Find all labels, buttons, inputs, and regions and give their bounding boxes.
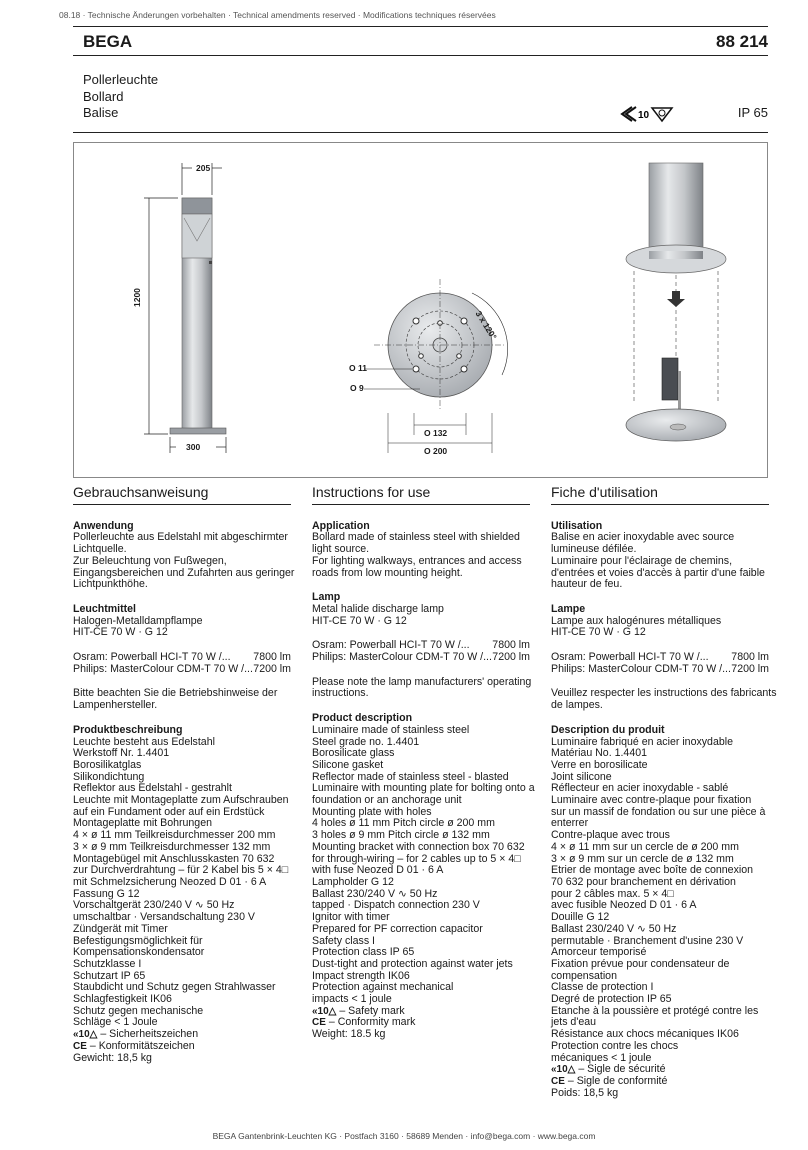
product-text <box>312 723 535 1006</box>
text-line: Fixation prévue pour condensateur de <box>551 957 730 970</box>
lamp-name: Osram: Powerball HCI-T 70 W /... <box>312 640 470 652</box>
conformity-mark-text: – Conformity mark <box>328 1016 416 1029</box>
lamp-table <box>312 640 530 663</box>
lamp-text <box>551 616 769 639</box>
dim-base-width: 300 <box>186 442 201 452</box>
text-line: Staubdicht und Schutz gegen Strahlwasser <box>73 981 276 994</box>
lamp-row <box>551 664 769 676</box>
lamp-lumen: 7200 lm <box>731 662 769 675</box>
conformity-mark-line <box>551 1076 769 1088</box>
lamp-row <box>312 652 530 664</box>
safety-mark-text: – Sigle de sécurité <box>578 1063 666 1076</box>
text-line: avec fusible Neozed D 01 · 6 A <box>551 899 697 912</box>
text-line: 4 × ø 11 mm Teilkreisdurchmesser 200 mm <box>73 829 276 842</box>
mounting-plate-top-view <box>364 279 508 453</box>
application-text <box>312 532 530 579</box>
text-line: hauteur de feu. <box>551 578 623 591</box>
text-line: Zur Beleuchtung von Fußwegen, <box>73 554 227 567</box>
product-text <box>73 737 291 1030</box>
text-line: jets d'eau <box>551 1016 597 1029</box>
safety-mark-text: – Sicherheitszeichen <box>100 1028 199 1041</box>
section-heading: Anwendung <box>73 519 134 532</box>
lamp-name: Osram: Powerball HCI-T 70 W /... <box>551 652 709 664</box>
lamp-table <box>551 652 769 675</box>
product-section <box>312 712 535 1041</box>
text-line: HIT-CE 70 W · G 12 <box>312 614 407 627</box>
text-line: Silikondichtung <box>73 770 145 783</box>
column-de <box>73 484 295 1064</box>
text-line: pour 2 câbles max. 5 × 4□ <box>551 887 674 900</box>
footer-address: BEGA Gantenbrink-Leuchten KG · Postfach 3160 · 58689 Menden · info@bega.com · www.bega.com <box>212 1131 596 1141</box>
text-line: de lampes. <box>551 699 603 712</box>
lamp-row <box>551 652 769 664</box>
ce-mark-icon: CE <box>312 1017 326 1029</box>
product-names <box>83 72 158 122</box>
text-line: Montagebügel mit Anschlusskasten 70 632 <box>73 852 275 865</box>
text-line: Luminaire pour l'éclairage de chemins, <box>551 554 733 567</box>
dim-height: 1200 <box>132 288 142 307</box>
text-line: Balise en acier inoxydable avec source <box>551 531 735 544</box>
text-line: lumineuse défilée. <box>551 543 637 556</box>
text-line: Montageplatte mit Bohrungen <box>73 817 212 830</box>
article-number: 88 214 <box>716 32 768 51</box>
text-line: Ignitor with timer <box>312 911 390 924</box>
text-line: Etrier de montage avec boîte de connexion <box>551 864 754 877</box>
text-line: Dust-tight and protection against water jets <box>312 957 513 970</box>
text-line: Halogen-Metalldampflampe <box>73 614 203 627</box>
lamp-lumen: 7800 lm <box>731 651 769 664</box>
hole-large-label: O 11 <box>349 363 367 373</box>
weight: Weight: 18.5 kg <box>312 1028 386 1041</box>
text-line: instructions. <box>312 687 369 700</box>
ce-mark-icon: CE <box>73 1040 87 1052</box>
weight: Gewicht: 18,5 kg <box>73 1051 152 1064</box>
lamp-note <box>73 688 291 711</box>
product-name-de: Pollerleuchte <box>83 72 159 87</box>
technical-drawing <box>73 142 768 478</box>
text-line: Zündgerät mit Timer <box>73 922 168 935</box>
text-line: sur un massif de fondation ou sur une pièce à <box>551 805 766 818</box>
text-line: Protection against mechanical <box>312 981 454 994</box>
product-name-fr: Balise <box>83 105 119 120</box>
lamp-lumen: 7800 lm <box>492 639 530 652</box>
text-line: enterrer <box>551 817 589 830</box>
installation-view <box>626 163 726 441</box>
section-heading: Lamp <box>312 591 341 604</box>
section-heading: Description du produit <box>551 723 665 736</box>
text-line: umschaltbar · Versandschaltung 230 V <box>73 911 255 924</box>
text-line: Résistance aux chocs mécaniques IK06 <box>551 1028 739 1041</box>
column-fr <box>551 484 777 1099</box>
text-line: impacts < 1 joule <box>312 993 392 1006</box>
text-line: HIT-CE 70 W · G 12 <box>551 626 646 639</box>
ip-rating: IP 65 <box>737 105 768 120</box>
text-line: light source. <box>312 543 370 556</box>
section-heading: Produktbeschreibung <box>73 723 183 736</box>
enec-mark-icon <box>622 107 650 121</box>
safety-mark-text: – Safety mark <box>339 1004 405 1017</box>
lamp-lumen: 7200 lm <box>492 651 530 664</box>
application-text <box>551 532 769 591</box>
text-line: Schutzart IP 65 <box>73 969 146 982</box>
text-line: foundation or an anchorage unit <box>312 794 462 807</box>
text-line: Lichtpunkthöhe. <box>73 578 148 591</box>
text-line: Luminaire made of stainless steel <box>312 723 470 736</box>
lamp-row <box>73 652 291 664</box>
text-line: Kompensationskondensator <box>73 946 205 959</box>
weight: Poids: 18,5 kg <box>551 1086 619 1099</box>
text-line: Degré de protection IP 65 <box>551 993 672 1006</box>
cert-marks <box>618 104 678 129</box>
enec-mark-icon: «10△ <box>312 1005 337 1017</box>
application-section <box>312 521 530 580</box>
section-heading: Product description <box>312 712 413 725</box>
lamp-section <box>551 604 769 639</box>
column-title: Fiche d'utilisation <box>551 487 769 505</box>
section-heading: Leuchtmittel <box>73 602 136 615</box>
application-section <box>73 519 295 591</box>
conformity-mark-line <box>73 1041 291 1053</box>
lamp-section <box>312 592 530 627</box>
text-line: Befestigungsmöglichkeit für <box>73 934 203 947</box>
text-line: Reflektor aus Edelstahl - gestrahlt <box>73 782 232 795</box>
text-line: roads from low mounting height. <box>312 566 463 579</box>
text-line: Luminaire avec contre-plaque pour fixation <box>551 794 752 807</box>
text-line: Classe de protection I <box>551 981 654 994</box>
text-line: Borosilicate glass <box>312 747 395 760</box>
text-line: Bollard made of stainless steel with shielded <box>312 531 520 544</box>
text-line: Contre-plaque avec trous <box>551 829 670 842</box>
section-heading: Utilisation <box>551 519 603 532</box>
bollard-side-view <box>170 198 226 434</box>
text-line: Werkstoff Nr. 1.4401 <box>73 747 170 760</box>
text-line: Bitte beachten Sie die Betriebshinweise der <box>73 687 278 700</box>
column-title: Instructions for use <box>312 487 530 505</box>
text-line: Reflector made of stainless steel - blasted <box>312 770 509 783</box>
text-line: Réflecteur en acier inoxydable - sablé <box>551 782 729 795</box>
arrow-down-icon <box>667 291 685 307</box>
text-line: mit Schmelzsicherung Neozed D 01 · 6 A <box>73 875 267 888</box>
text-line: Verre en borosilicate <box>551 758 648 771</box>
ce-mark-icon: CE <box>551 1075 565 1087</box>
text-line: 3 × ø 9 mm Teilkreisdurchmesser 132 mm <box>73 840 271 853</box>
lamp-name: Osram: Powerball HCI-T 70 W /... <box>73 652 231 664</box>
lamp-table <box>73 652 291 675</box>
text-line: Leuchte mit Montageplatte zum Aufschrauben <box>73 794 289 807</box>
text-line: with fuse Neozed D 01 · 6 A <box>312 864 444 877</box>
lamp-lumen: 7800 lm <box>253 651 291 664</box>
application-section <box>551 521 769 591</box>
text-line: 70 632 pour branchement en dérivation <box>551 875 736 888</box>
lamp-name: Philips: MasterColour CDM-T 70 W /... <box>73 663 253 675</box>
product-text <box>551 737 769 1065</box>
vde-mark-icon <box>652 108 672 121</box>
text-line: Veuillez respecter les instructions des fabricants <box>551 687 777 700</box>
header-rule <box>73 26 768 27</box>
text-line: d'entrées et voies d'accès à partir d'une faible <box>551 566 765 579</box>
conformity-mark-text: – Konformitätszeichen <box>89 1039 195 1052</box>
product-section <box>551 725 769 1100</box>
text-line: Schutzklasse I <box>73 957 142 970</box>
text-line: Protection contre les chocs <box>551 1039 679 1052</box>
text-line: Steel grade no. 1.4401 <box>312 735 420 748</box>
text-line: Silicone gasket <box>312 758 384 771</box>
text-line: HIT-CE 70 W · G 12 <box>73 626 168 639</box>
text-line: Schlagfestigkeit IK06 <box>73 993 172 1006</box>
text-line: for through-wiring – for 2 cables up to 5 × 4□ <box>312 852 521 865</box>
dim-top-width: 205 <box>196 163 211 173</box>
lamp-name: Philips: MasterColour CDM-T 70 W /... <box>551 663 731 675</box>
title-rule <box>73 55 768 56</box>
text-line: zur Durchverdrahtung – für 2 Kabel bis 5 × 4□ <box>73 864 289 877</box>
column-en <box>312 484 535 1041</box>
text-line: Eingangsbereichen und Zufahrten aus geringer <box>73 566 295 579</box>
text-line: Impact strength IK06 <box>312 969 410 982</box>
names-rule <box>73 132 768 133</box>
brand-name: BEGA <box>83 32 133 51</box>
text-line: Mounting bracket with connection box 70 632 <box>312 840 525 853</box>
lamp-note <box>312 677 530 700</box>
text-line: Borosilikatglas <box>73 758 142 771</box>
text-line: Fassung G 12 <box>73 887 140 900</box>
text-line: Luminaire with mounting plate for bolting onto a <box>312 782 535 795</box>
product-name-en: Bollard <box>83 88 124 104</box>
pitch-small-label: O 132 <box>424 428 448 438</box>
text-line: Mounting plate with holes <box>312 805 432 818</box>
text-line: auf ein Fundament oder auf ein Erdstück <box>73 805 265 818</box>
text-line: Schläge < 1 Joule <box>73 1016 158 1029</box>
text-line: Joint silicone <box>551 770 612 783</box>
lamp-row <box>73 664 291 676</box>
text-line: Lampenhersteller. <box>73 699 158 712</box>
lamp-section <box>73 604 291 639</box>
application-text <box>73 531 295 591</box>
text-line: Leuchte besteht aus Edelstahl <box>73 735 215 748</box>
pitch-large-label: O 200 <box>424 446 448 456</box>
text-line: Please note the lamp manufacturers' operating <box>312 675 532 688</box>
lamp-note <box>551 687 777 712</box>
text-line: Schutz gegen mechanische <box>73 1004 204 1017</box>
text-line: Amorceur temporisé <box>551 946 647 959</box>
text-line: tapped · Dispatch connection 230 V <box>312 899 480 912</box>
hole-small-label: O 9 <box>350 383 364 393</box>
text-line: Vorschaltgerät 230/240 V ∿ 50 Hz <box>73 899 235 912</box>
text-line: 4 × ø 11 mm sur un cercle de ø 200 mm <box>551 840 739 853</box>
text-line: Protection class IP 65 <box>312 946 415 959</box>
text-line: Matériau No. 1.4401 <box>551 747 647 760</box>
dim-angle: 3 x 120° <box>473 309 499 342</box>
enec-mark-icon: «10△ <box>551 1064 576 1076</box>
revision-notice: 08.18 · Technische Änderungen vorbehalten · Technical amendments reserved · Modifications techniques réservées <box>59 10 496 20</box>
cert-number: 10 <box>638 110 650 121</box>
text-line: Metal halide discharge lamp <box>312 602 444 615</box>
text-line: compensation <box>551 969 617 982</box>
text-line: mécaniques < 1 joule <box>551 1051 652 1064</box>
text-line: Pollerleuchte aus Edelstahl mit abgeschirmter <box>73 531 288 544</box>
text-line: 4 holes ø 11 mm Pitch circle ø 200 mm <box>312 817 495 830</box>
section-heading: Lampe <box>551 602 586 615</box>
text-line: Safety class I <box>312 934 375 947</box>
text-line: Ballast 230/240 V ∿ 50 Hz <box>551 922 677 935</box>
column-title: Gebrauchsanweisung <box>73 487 291 505</box>
text-line: permutable · Branchement d'usine 230 V <box>551 934 744 947</box>
text-line: Lampholder G 12 <box>312 875 394 888</box>
product-section <box>73 725 291 1064</box>
lamp-lumen: 7200 lm <box>253 662 291 675</box>
text-line: 3 holes ø 9 mm Pitch circle ø 132 mm <box>312 829 490 842</box>
text-line: For lighting walkways, entrances and access <box>312 554 522 567</box>
section-heading: Application <box>312 519 370 532</box>
lamp-name: Philips: MasterColour CDM-T 70 W /... <box>312 652 492 664</box>
text-line: Lichtquelle. <box>73 543 127 556</box>
lamp-text <box>312 604 530 627</box>
lamp-text <box>73 616 291 639</box>
text-line: 3 × ø 9 mm sur un cercle de ø 132 mm <box>551 852 734 865</box>
text-line: Etanche à la poussière et protégé contre les <box>551 1004 759 1017</box>
text-line: Lampe aux halogénures métalliques <box>551 614 722 627</box>
enec-mark-icon: «10△ <box>73 1029 98 1041</box>
text-line: Ballast 230/240 V ∿ 50 Hz <box>312 887 438 900</box>
text-line: Douille G 12 <box>551 911 610 924</box>
text-line: Prepared for PF correction capacitor <box>312 922 483 935</box>
conformity-mark-text: – Sigle de conformité <box>567 1074 668 1087</box>
text-line: Luminaire fabriqué en acier inoxydable <box>551 735 733 748</box>
